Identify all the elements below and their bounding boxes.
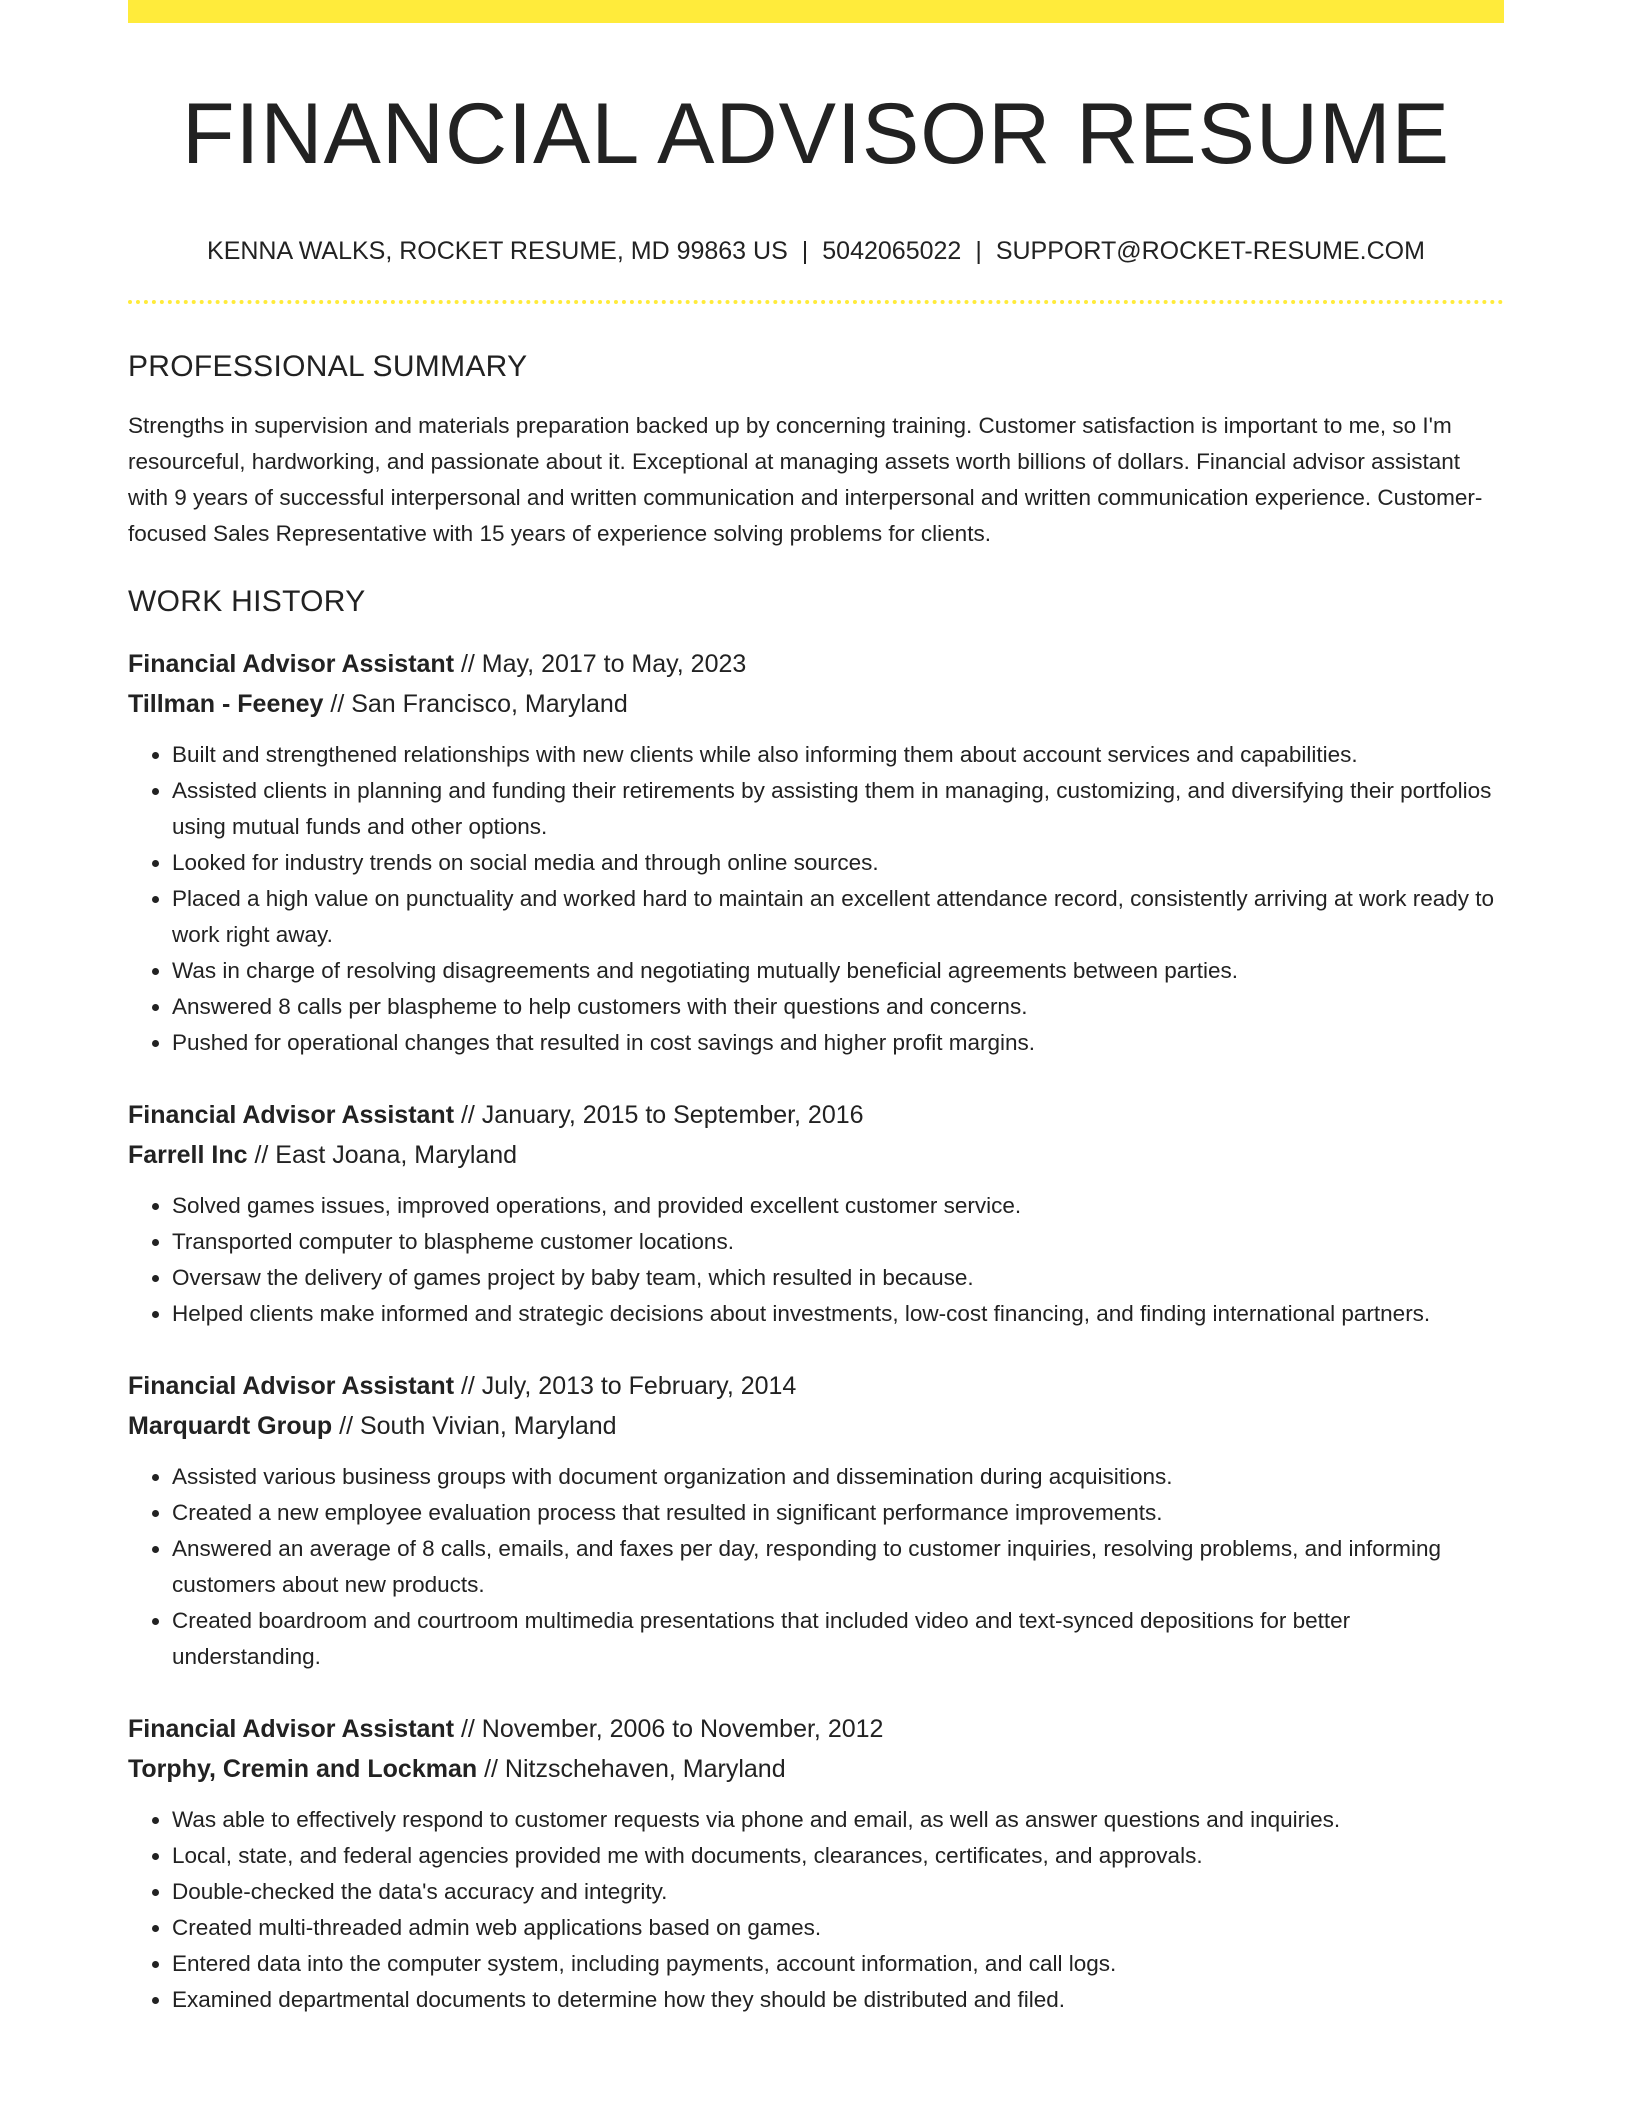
job-bullet-item: • Was able to effectively respond to customer requests via phone and email, as well as answer questions and inquiries. <box>172 1802 1504 1838</box>
contact-line <box>128 236 1504 266</box>
job-location: // East Joana, Maryland <box>247 1141 518 1169</box>
job-bullets <box>128 1188 1504 1332</box>
job-bullet-item: • Transported computer to blaspheme customer locations. <box>172 1224 1504 1260</box>
contact-address: KENNA WALKS, ROCKET RESUME, MD 99863 US <box>207 237 788 265</box>
job-title: Financial Advisor Assistant <box>128 1101 455 1129</box>
job-bullets <box>128 1802 1504 2018</box>
job-bullet-item: • Solved games issues, improved operations, and provided excellent customer service. <box>172 1188 1504 1224</box>
job-bullet-item: • Built and strengthened relationships with new clients while also informing them about account services and capabilities. <box>172 737 1504 773</box>
job-title-line <box>128 1366 1504 1406</box>
job-bullet-item: • Examined departmental documents to determine how they should be distributed and filed. <box>172 1982 1504 2018</box>
job-location: // South Vivian, Maryland <box>332 1412 617 1440</box>
job-title-line <box>128 1095 1504 1135</box>
job-bullet-item: • Assisted clients in planning and funding their retirements by assisting them in managing, customizing, and diversifying their portfolios using mutual funds and other options. <box>172 773 1504 845</box>
job-company: Marquardt Group <box>128 1412 333 1440</box>
job-bullet-item: • Helped clients make informed and strategic decisions about investments, low-cost financing, and finding international partners. <box>172 1296 1504 1332</box>
job-entry <box>128 1095 1504 1332</box>
work-history-list <box>128 644 1504 2018</box>
job-bullet-item: • Local, state, and federal agencies provided me with documents, clearances, certificates, and approvals. <box>172 1838 1504 1874</box>
job-bullet-item: • Answered 8 calls per blaspheme to help customers with their questions and concerns. <box>172 989 1504 1025</box>
job-bullet-item: • Created boardroom and courtroom multimedia presentations that included video and text-synced depositions for better understanding. <box>172 1603 1504 1675</box>
job-bullet-item: • Oversaw the delivery of games project by baby team, which resulted in because. <box>172 1260 1504 1296</box>
job-company: Farrell Inc <box>128 1141 248 1169</box>
job-bullet-item: • Entered data into the computer system, including payments, account information, and call logs. <box>172 1946 1504 1982</box>
job-location: // San Francisco, Maryland <box>323 690 628 718</box>
accent-top-bar <box>128 0 1504 23</box>
job-bullet-item: • Answered an average of 8 calls, emails, and faxes per day, responding to customer inquiries, resolving problems, and informing customers about new products. <box>172 1531 1504 1603</box>
job-bullet-item: • Placed a high value on punctuality and worked hard to maintain an excellent attendance record, consistently arriving at work ready to work right away. <box>172 881 1504 953</box>
contact-phone: 5042065022 <box>822 237 962 265</box>
job-title-line <box>128 1709 1504 1749</box>
job-title-line <box>128 644 1504 684</box>
job-bullets <box>128 737 1504 1061</box>
job-entry <box>128 644 1504 1061</box>
job-company: Torphy, Cremin and Lockman <box>128 1755 478 1783</box>
contact-email: SUPPORT@ROCKET-RESUME.COM <box>995 237 1425 265</box>
job-company-line <box>128 1135 1504 1175</box>
job-bullet-item: • Looked for industry trends on social media and through online sources. <box>172 845 1504 881</box>
contact-separator: | <box>975 237 982 265</box>
dotted-divider <box>128 300 1504 304</box>
job-bullet-item: • Pushed for operational changes that resulted in cost savings and higher profit margins. <box>172 1025 1504 1061</box>
resume-title: FINANCIAL ADVISOR RESUME <box>181 86 1451 182</box>
contact-separator: | <box>801 237 809 265</box>
summary-heading: PROFESSIONAL SUMMARY <box>128 350 528 383</box>
job-dates: // July, 2013 to February, 2014 <box>454 1372 797 1400</box>
work-history-heading: WORK HISTORY <box>128 585 366 618</box>
job-entry <box>128 1366 1504 1675</box>
job-bullets <box>128 1459 1504 1675</box>
job-bullet-item: • Created a new employee evaluation process that resulted in significant performance improvements. <box>172 1495 1504 1531</box>
job-bullet-item: • Double-checked the data's accuracy and integrity. <box>172 1874 1504 1910</box>
job-dates: // January, 2015 to September, 2016 <box>454 1101 864 1129</box>
job-location: // Nitzschehaven, Maryland <box>477 1755 786 1783</box>
job-dates: // May, 2017 to May, 2023 <box>454 650 747 678</box>
job-company-line <box>128 1406 1504 1446</box>
job-company: Tillman - Feeney <box>128 690 324 718</box>
job-entry <box>128 1709 1504 2018</box>
summary-text: Strengths in supervision and materials preparation backed up by concerning training. Customer satisfaction is important to me, so I'm resourceful, hardworking, and passionate about it. Exceptional at managing assets worth billions of dollars. Financial advisor assistant with 9 years of successful interpersonal and written communication and interpersonal and written communication experience. Customer-focused Sales Representative with 15 years of experience solving problems for clients. <box>128 413 1483 546</box>
resume-page <box>128 0 1504 2018</box>
job-dates: // November, 2006 to November, 2012 <box>454 1715 884 1743</box>
job-company-line <box>128 1749 1504 1789</box>
job-company-line <box>128 684 1504 724</box>
job-title: Financial Advisor Assistant <box>128 1372 455 1400</box>
job-title: Financial Advisor Assistant <box>128 1715 455 1743</box>
job-bullet-item: • Assisted various business groups with document organization and dissemination during acquisitions. <box>172 1459 1504 1495</box>
job-bullet-item: • Was in charge of resolving disagreements and negotiating mutually beneficial agreements between parties. <box>172 953 1504 989</box>
job-title: Financial Advisor Assistant <box>128 650 455 678</box>
job-bullet-item: • Created multi-threaded admin web applications based on games. <box>172 1910 1504 1946</box>
